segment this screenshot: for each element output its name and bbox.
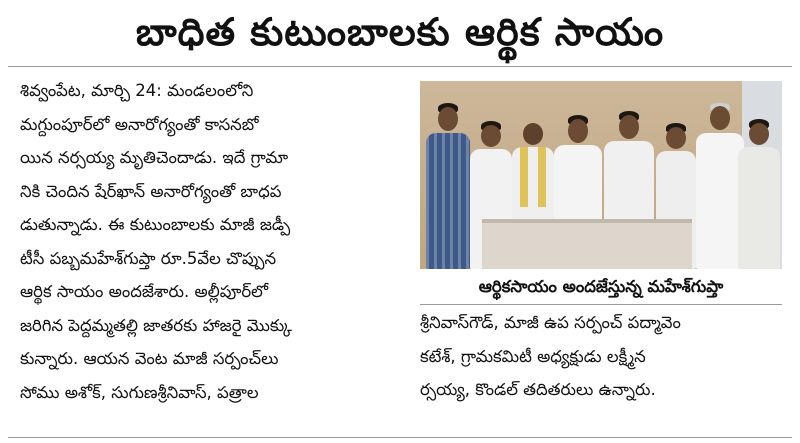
article-headline: బాధిత కుటుంబాలకు ఆర్థిక సాయం <box>135 10 665 54</box>
body-line: టీసీ పబ్బమహేశ్‌గుప్తా రూ.5వేల చొప్పున <box>20 248 277 268</box>
body-line: సోము అశోక్, సుగుణశ్రీనివాస్, పత్రాల <box>20 382 259 402</box>
caption-divider <box>420 304 782 305</box>
photo-person <box>738 119 780 269</box>
article-bottom-divider <box>8 437 792 438</box>
headline-divider <box>8 66 792 67</box>
article-photo <box>420 81 782 269</box>
photo-caption: ఆర్థికసాయం అందజేస్తున్న మహేశ్‌గుప్తా <box>478 277 724 296</box>
article-body-left <box>20 74 410 409</box>
photo-table <box>482 219 692 269</box>
body-line: డుతున్నాడు. ఈ కుటుంబాలకు మాజీ జడ్పీ <box>20 215 291 234</box>
body-line: కటేశ్, గ్రామకమిటీ అధ్యక్షుడు లక్ష్మీన <box>420 346 646 366</box>
body-line: కున్నారు. ఆయన వెంట మాజీ సర్పంచ్‌లు <box>20 349 279 368</box>
body-line: ఆర్థిక సాయం అందజేశారు. అల్లీపూర్‌లో <box>20 282 269 301</box>
body-line: నికి చెందిన షేర్‌ఖాన్ అనారోగ్యంతో బాధప <box>20 181 282 201</box>
body-line: శ్రీనివాస్‌గౌడ్, మాజీ ఉప సర్పంచ్ పద్మావెం <box>420 313 681 332</box>
photo-person <box>426 103 470 269</box>
body-line: మగ్దుంపూర్‌లో అనారోగ్యంతో కాసనబో <box>20 114 259 134</box>
body-line: శివ్వంపేట, మార్చి 24: మండలంలోని <box>20 81 254 100</box>
body-line: జరిగిన పెద్దమ్మతల్లి జాతరకు హాజరై మొక్కు <box>20 315 292 335</box>
photo-person <box>696 103 744 269</box>
article-body-right <box>420 306 790 407</box>
body-line: యిన నర్సయ్య మృతిచెందాడు. ఇదే గ్రామా <box>20 148 289 167</box>
body-line: ర్సయ్య, కొండల్ తదితరులు ఉన్నారు. <box>420 380 656 399</box>
